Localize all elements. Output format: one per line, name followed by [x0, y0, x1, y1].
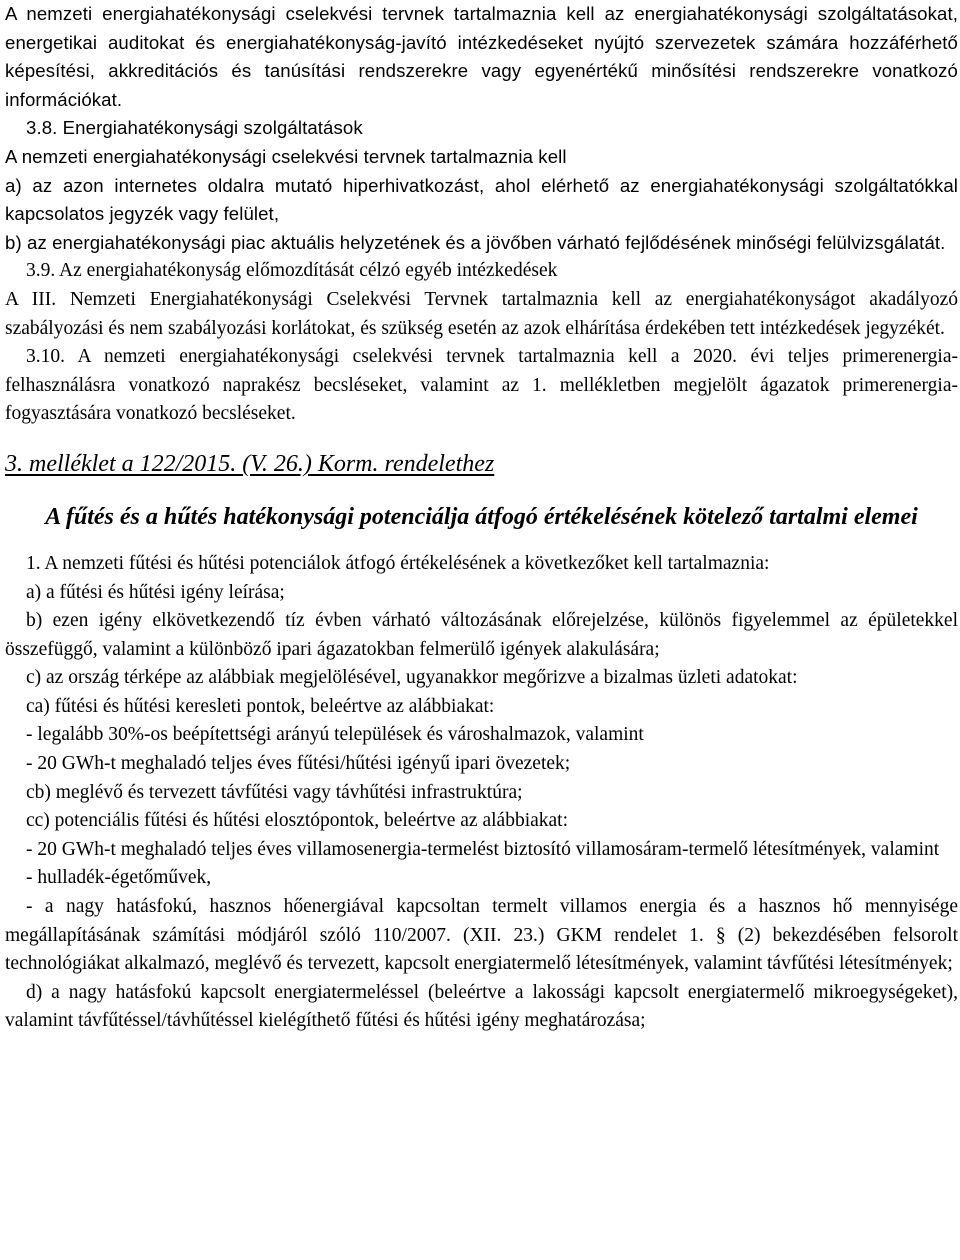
- annex-item-a: a) a fűtési és hűtési igény leírása;: [26, 581, 285, 603]
- annex-item-1: 1. A nemzeti fűtési és hűtési potenciálok átfogó értékelésének a következőket kell tartalmaznia:: [26, 552, 770, 574]
- annex-item-ca-2: - 20 GWh-t meghaladó teljes éves fűtési/hűtési igényű ipari övezetek;: [26, 753, 571, 775]
- annex-item-cc-1: - 20 GWh-t meghaladó teljes éves villamosenergia-termelést biztosító villamosáram-termelő létesítmények, valamint: [26, 838, 940, 860]
- annex-item-cc-2: - hulladék-égetőművek,: [26, 867, 212, 889]
- annex-item-ca: ca) fűtési és hűtési keresleti pontok, beleértve az alábbiakat:: [26, 695, 495, 717]
- annex-item-d: d) a nagy hatásfokú kapcsolt energiatermeléssel (beleértve a lakossági kapcsolt energiatermelő mikroegységeket), valamint távfűtéssel/távhűtéssel kielégíthető fűtési és hűtési igény meghatározása;: [5, 981, 958, 1032]
- section-3-7-text: A nemzeti energiahatékonysági cselekvési tervnek tartalmaznia kell az energiahatékonysági szolgáltatásokat, energetikai auditokat és energiahatékonyság-javító intézkedéseket nyújtó szervezetek számára hozzáférhető képesítési, akkreditációs és tanúsítási rendszerekre vagy egyenértékű minősítési rendszerekre vonatkozó információkat.: [5, 3, 958, 110]
- annex-item-cc-3: - a nagy hatásfokú, hasznos hőenergiával kapcsoltan termelt villamos energia és a hasznos hő mennyisége megállapításának számítási módjáról szóló 110/2007. (XII. 23.) GKM rendelet 1. § (2) bekezdésében felsorolt technológiákat alkalmazó, meglévő és tervezett, kapcsolt energiatermelő létesítmények, valamint távfűtési létesítmények;: [5, 896, 958, 975]
- section-3-10-text: 3.10. A nemzeti energiahatékonysági cselekvési tervnek tartalmaznia kell a 2020. évi teljes primerenergia-felhasználásra vonatkozó naprakész becsléseket, valamint az 1. mellékletben megjelölt ágazatok primerenergia-fogyasztására vonatkozó becsléseket.: [5, 346, 958, 425]
- annex-item-ca-1: - legalább 30%-os beépítettségi arányú települések és városhalmazok, valamint: [26, 724, 644, 746]
- document-page: [5, 0, 958, 1036]
- section-3-8-item-a: a) az azon internetes oldalra mutató hiperhivatkozást, ahol elérhető az energiahatékonysági szolgáltatókkal kapcsolatos jegyzék vagy felület,: [5, 174, 958, 225]
- section-3-9-heading: 3.9. Az energiahatékonyság előmozdítását célzó egyéb intézkedések: [26, 260, 558, 282]
- section-3-8-item-b: b) az energiahatékonysági piac aktuális helyzetének és a jövőben várható fejlődésének minőségi felülvizsgálatát.: [5, 231, 946, 253]
- annex-title: 3. melléklet a 122/2015. (V. 26.) Korm. rendelethez: [5, 450, 495, 477]
- section-3-8-intro: A nemzeti energiahatékonysági cselekvési tervnek tartalmaznia kell: [5, 145, 567, 167]
- annex-item-c: c) az ország térképe az alábbiak megjelölésével, ugyanakkor megőrizve a bizalmas üzleti adatokat:: [26, 667, 798, 689]
- annex-item-b: b) ezen igény elkövetkezendő tíz évben várható változásának előrejelzése, különös figyelemmel az épületekkel összefüggő, valamint a különböző ipari ágazatokban felmerülő igények alakulására;: [5, 610, 958, 660]
- section-3-8-heading: 3.8. Energiahatékonysági szolgáltatások: [26, 117, 363, 139]
- annex-item-cb: cb) meglévő és tervezett távfűtési vagy távhűtési infrastruktúra;: [26, 781, 523, 803]
- annex-heading: A fűtés és a hűtés hatékonysági potenciálja átfogó értékelésének kötelező tartalmi elemei: [45, 503, 918, 530]
- section-3-9-text: A III. Nemzeti Energiahatékonysági Cselekvési Tervnek tartalmaznia kell az energiahatékonyságot akadályozó szabályozási és nem szabályozási korlátokat, és szükség esetén az azok elhárítása érdekében tett intézkedések jegyzékét.: [5, 288, 958, 339]
- annex-item-cc: cc) potenciális fűtési és hűtési elosztópontok, beleértve az alábbiakat:: [26, 810, 569, 832]
